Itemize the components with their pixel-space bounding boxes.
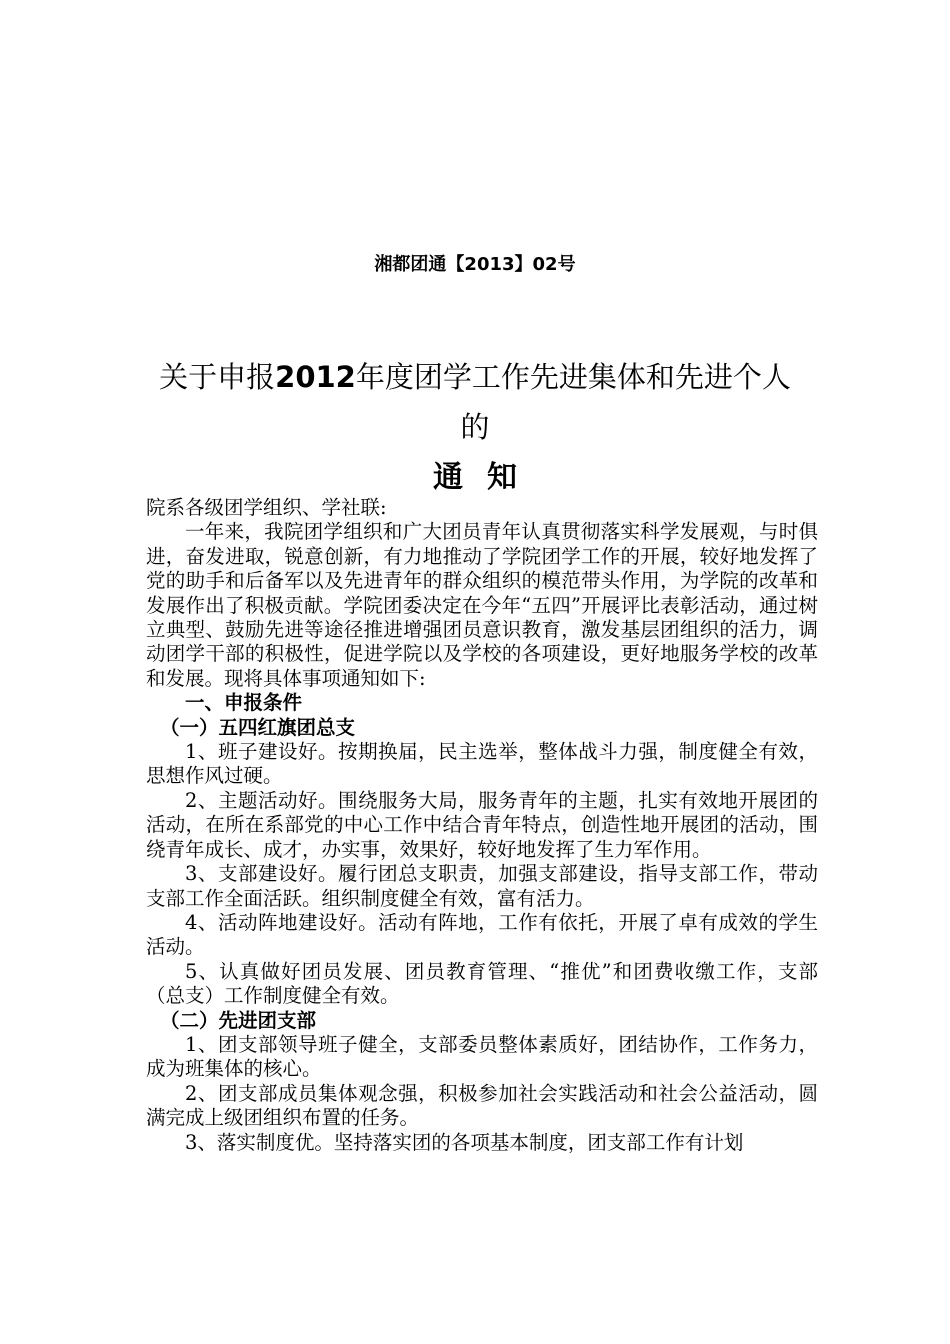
salutation: 院系各级团学组织、学社联:: [146, 496, 387, 519]
list-item: 3、支部建设好。履行团总支职责，加强支部建设，指导支部工作，带动支部工作全面活跃。组织制度健全有效，富有活力。: [146, 862, 818, 910]
title-tail: 的: [460, 410, 490, 444]
list-item: 3、落实制度优。坚持落实团的各项基本制度，团支部工作有计划: [185, 1130, 744, 1154]
document-subtitle: 通知: [433, 460, 541, 495]
title-year: 2012: [275, 360, 356, 394]
title-prefix: 关于申报: [159, 360, 276, 394]
subsection-heading-red-flag: （一）五四红旗团总支: [160, 715, 356, 739]
document-number: 湘都团通【2013】02号: [374, 254, 576, 275]
document-body: [146, 496, 818, 1155]
list-item: 5、认真做好团员发展、团员教育管理、“推优”和团费收缴工作，支部（总支）工作制度健全有效。: [146, 959, 818, 1008]
intro-paragraph: 一年来，我院团学组织和广大团员青年认真贯彻落实科学发展观，与时俱进，奋发进取，锐意创新，有力地推动了学院团学工作的开展，较好地发挥了党的助手和后备军以及先进青年的群众组织的模范带头作用，为学院的改革和发展作出了积极贡献。学院团委决定在今年“五四”开展评比表彰活动，通过树立典型、鼓励先进等途径推进增强团员意识教育，激发基层团组织的活力，调动团学干部的积极性，促进学院以及学校的各项建设，更好地服务学校的改革和发展。现将具体事项通知如下:: [146, 520, 818, 690]
subsection-heading-advanced-branch: （二）先进团支部: [160, 1008, 317, 1032]
title-suffix: 年度团学工作先进集体和先进个人: [355, 360, 791, 394]
section-heading-conditions: 一、申报条件: [185, 691, 303, 715]
list-item: 1、班子建设好。按期换届，民主选举，整体战斗力强，制度健全有效，思想作风过硬。: [146, 740, 818, 788]
list-item: 4、活动阵地建设好。活动有阵地，工作有依托，开展了卓有成效的学生活动。: [146, 910, 818, 959]
list-item: 1、团支部领导班子健全，支部委员整体素质好，团结协作，工作务力，成为班集体的核心。: [146, 1032, 818, 1081]
list-item: 2、团支部成员集体观念强，积极参加社会实践活动和社会公益活动，圆满完成上级团组织布置的任务。: [146, 1081, 818, 1130]
list-item: 2、主题活动好。围绕服务大局，服务青年的主题，扎实有效地开展团的活动，在所在系部党的中心工作中结合青年特点，创造性地开展团的活动，围绕青年成长、成才，办实事，效果好，较好地发挥了生力军作用。: [146, 788, 818, 861]
document-title: [0, 352, 950, 452]
